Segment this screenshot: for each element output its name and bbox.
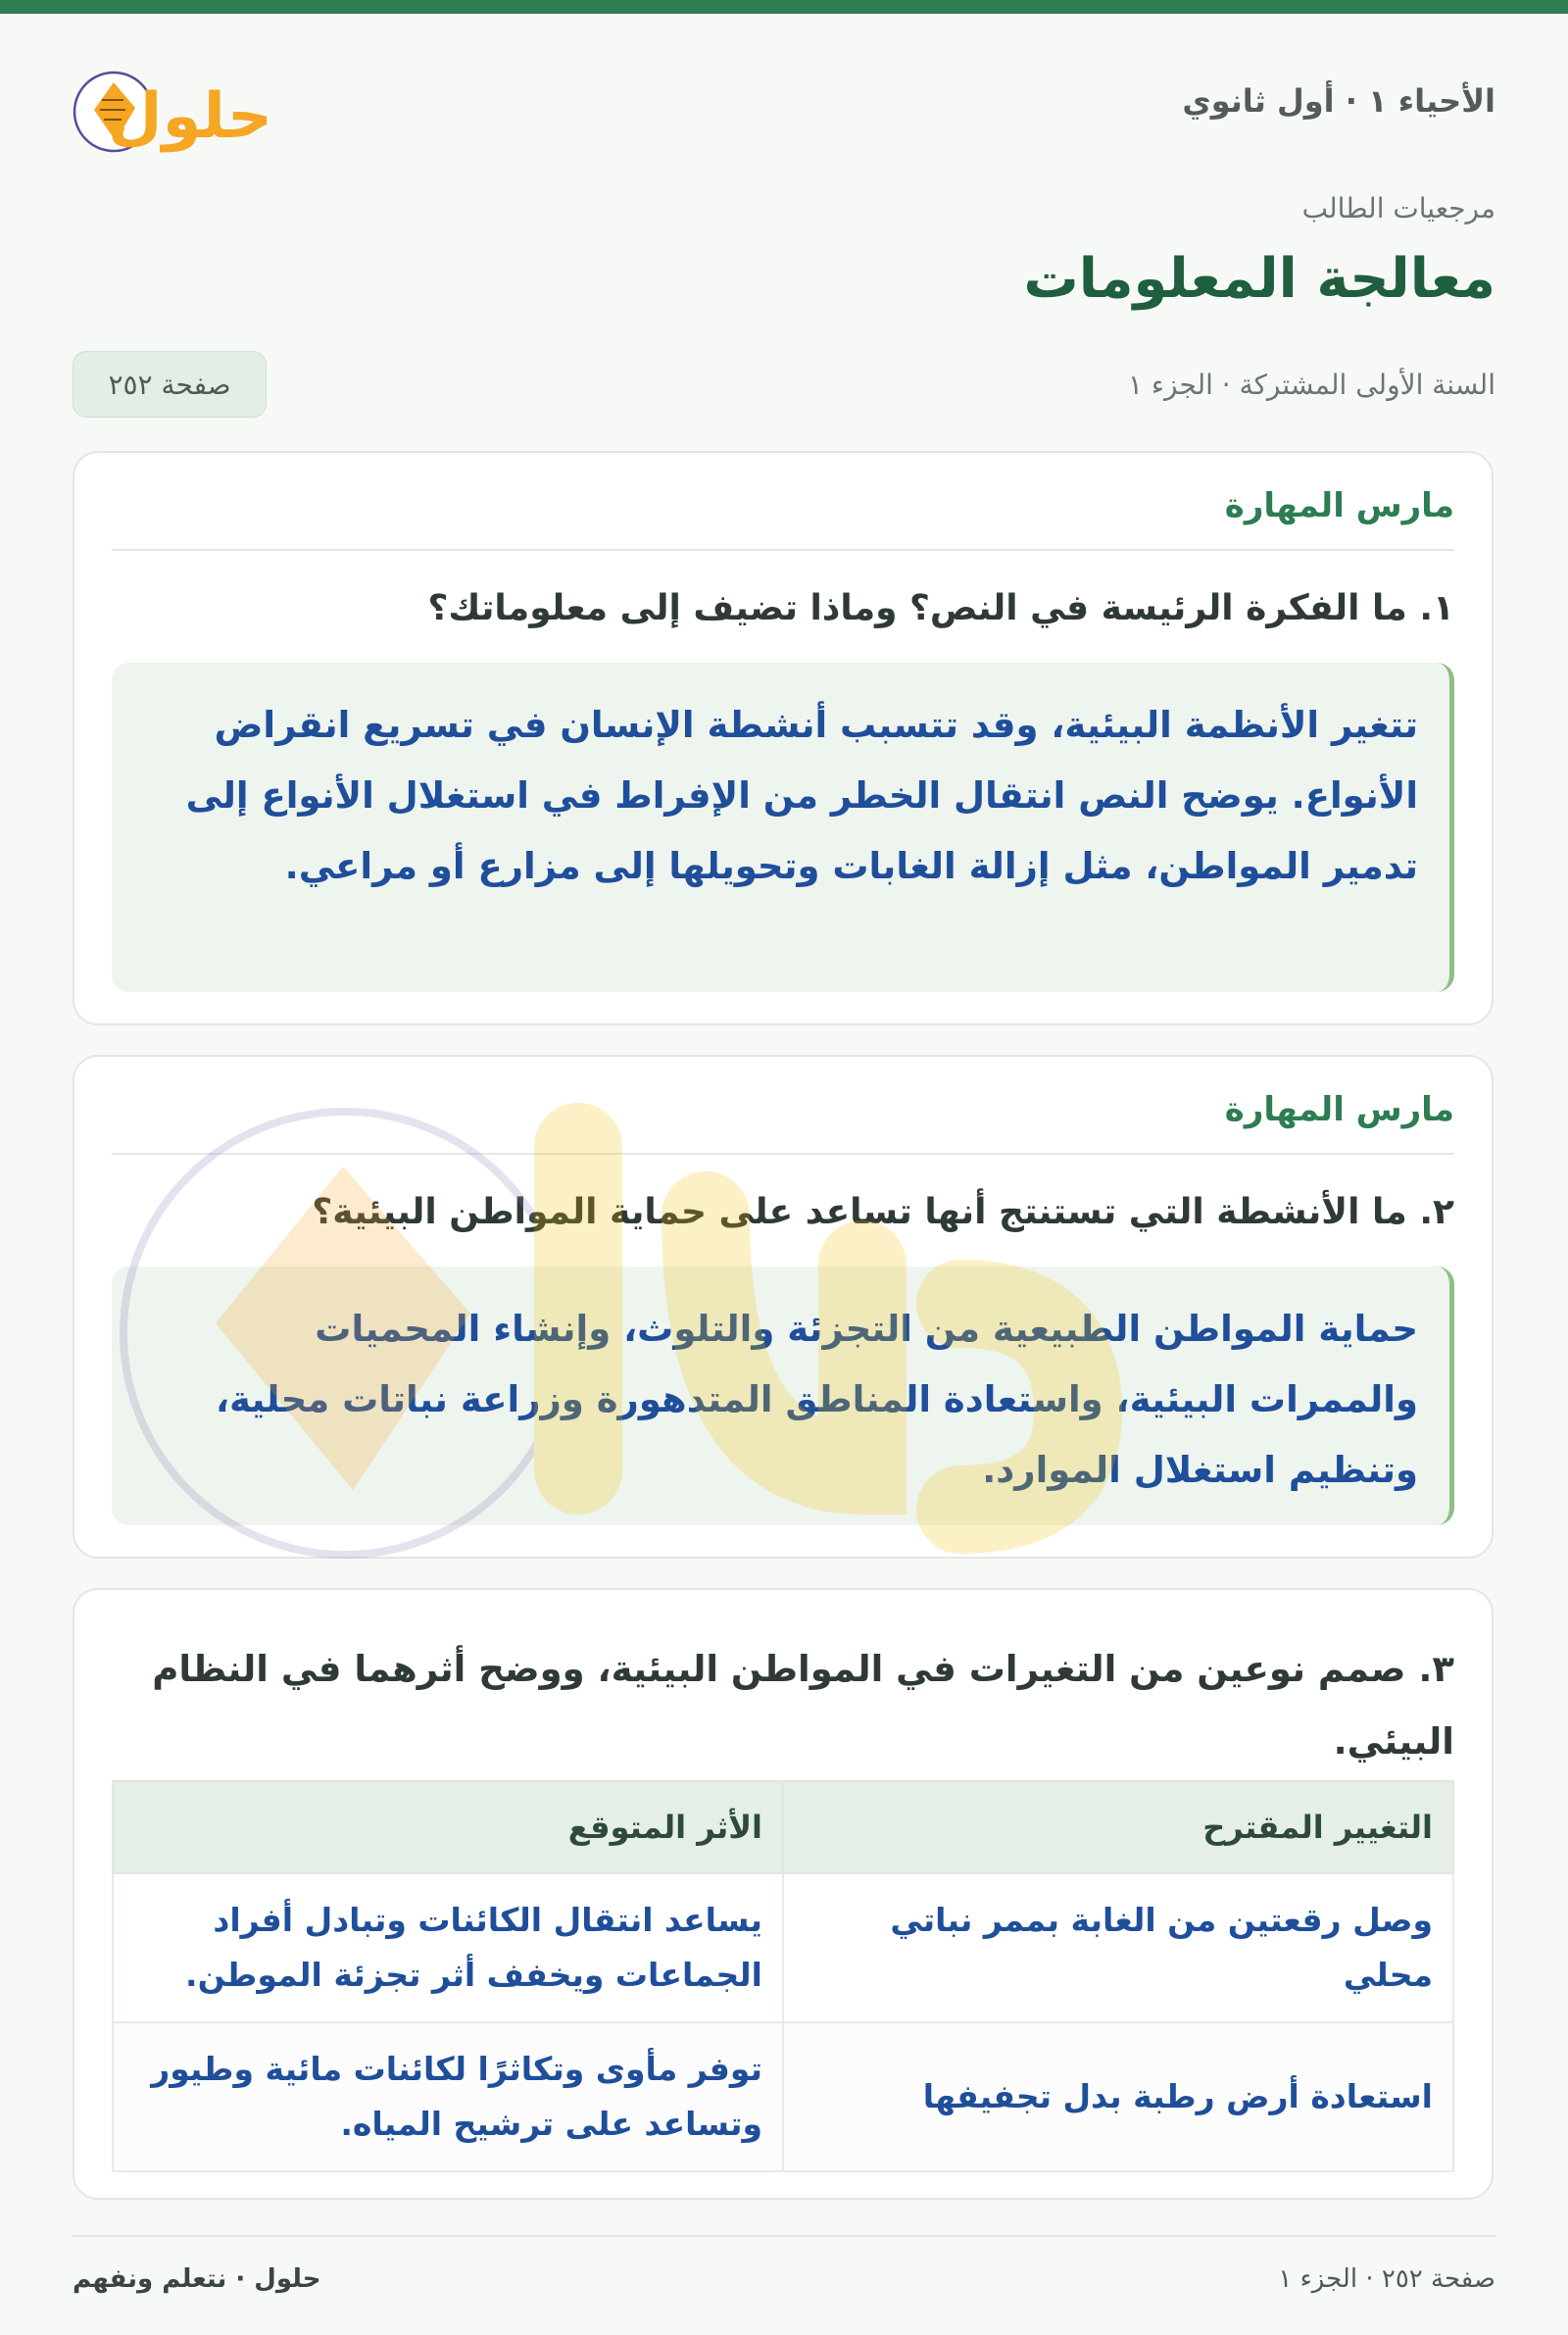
design-card — [73, 1588, 1494, 2200]
question-1: ١. ما الفكرة الرئيسة في النص؟ وماذا تضيف إلى معلوماتك؟ — [427, 588, 1454, 628]
logo-wordmark: حلول — [108, 80, 272, 153]
table-cell: توفر مأوى وتكاثرًا لكائنات مائية وطيور وتساعد على ترشيح المياه. — [113, 2022, 783, 2171]
section-label: مرجعيات الطالب — [1301, 192, 1495, 224]
table-header-row — [113, 1781, 1453, 1873]
table-row — [113, 2022, 1453, 2171]
footer-page-info: صفحة ٢٥٢ · الجزء ١ — [1278, 2264, 1495, 2294]
table-cell: وصل رقعتين من الغابة بممر نباتي محلي — [783, 1873, 1453, 2022]
changes-table — [112, 1780, 1454, 2172]
page-header — [73, 61, 1495, 167]
skill-card-1 — [73, 451, 1494, 1025]
table-cell: يساعد انتقال الكائنات وتبادل أفراد الجماعات ويخفف أثر تجزئة الموطن. — [113, 1873, 783, 2022]
question-2: ٢. ما الأنشطة التي تستنتج أنها تساعد على حماية المواطن البيئية؟ — [312, 1192, 1454, 1232]
footer-brand: حلول · نتعلم ونفهم — [73, 2264, 321, 2294]
question-3: ٣. صمم نوعين من التغيرات في المواطن البيئية، ووضح أثرهما في النظام البيئي. — [152, 1648, 1454, 1763]
column-header-change: التغيير المقترح — [783, 1781, 1453, 1873]
skill-card-2 — [73, 1055, 1494, 1559]
table-row — [113, 1873, 1453, 2022]
page-badge: صفحة ٢٥٢ — [73, 351, 267, 418]
card-heading: مارس المهارة — [1224, 486, 1454, 525]
table-cell: استعادة أرض رطبة بدل تجفيفها — [783, 2022, 1453, 2171]
card-heading: مارس المهارة — [1224, 1090, 1454, 1129]
card-divider — [112, 549, 1454, 551]
answer-1: تتغير الأنظمة البيئية، وقد تتسبب أنشطة الإنسان في تسريع انقراض الأنواع. يوضح النص انتقال الخطر من الإفراط في استغلال الأنواع إلى تدمير المواطن، مثل إزالة الغابات وتحويلها إلى مزارع أو مراعي. — [112, 663, 1454, 992]
hulul-logo[interactable] — [73, 61, 327, 167]
top-accent-bar — [0, 0, 1568, 14]
footer-divider — [73, 2235, 1495, 2237]
subject-title: الأحياء ١ · أول ثانوي — [1182, 82, 1495, 120]
card-divider — [112, 1153, 1454, 1155]
grade-meta: السنة الأولى المشتركة · الجزء ١ — [1127, 369, 1495, 401]
page-title: معالجة المعلومات — [1023, 247, 1495, 311]
column-header-effect: الأثر المتوقع — [113, 1781, 783, 1873]
answer-2: حماية المواطن الطبيعية من التجزئة والتلوث، وإنشاء المحميات والممرات البيئية، واستعادة المناطق المتدهورة وزراعة نباتات محلية، وتنظيم استغلال الموارد. — [112, 1267, 1454, 1525]
